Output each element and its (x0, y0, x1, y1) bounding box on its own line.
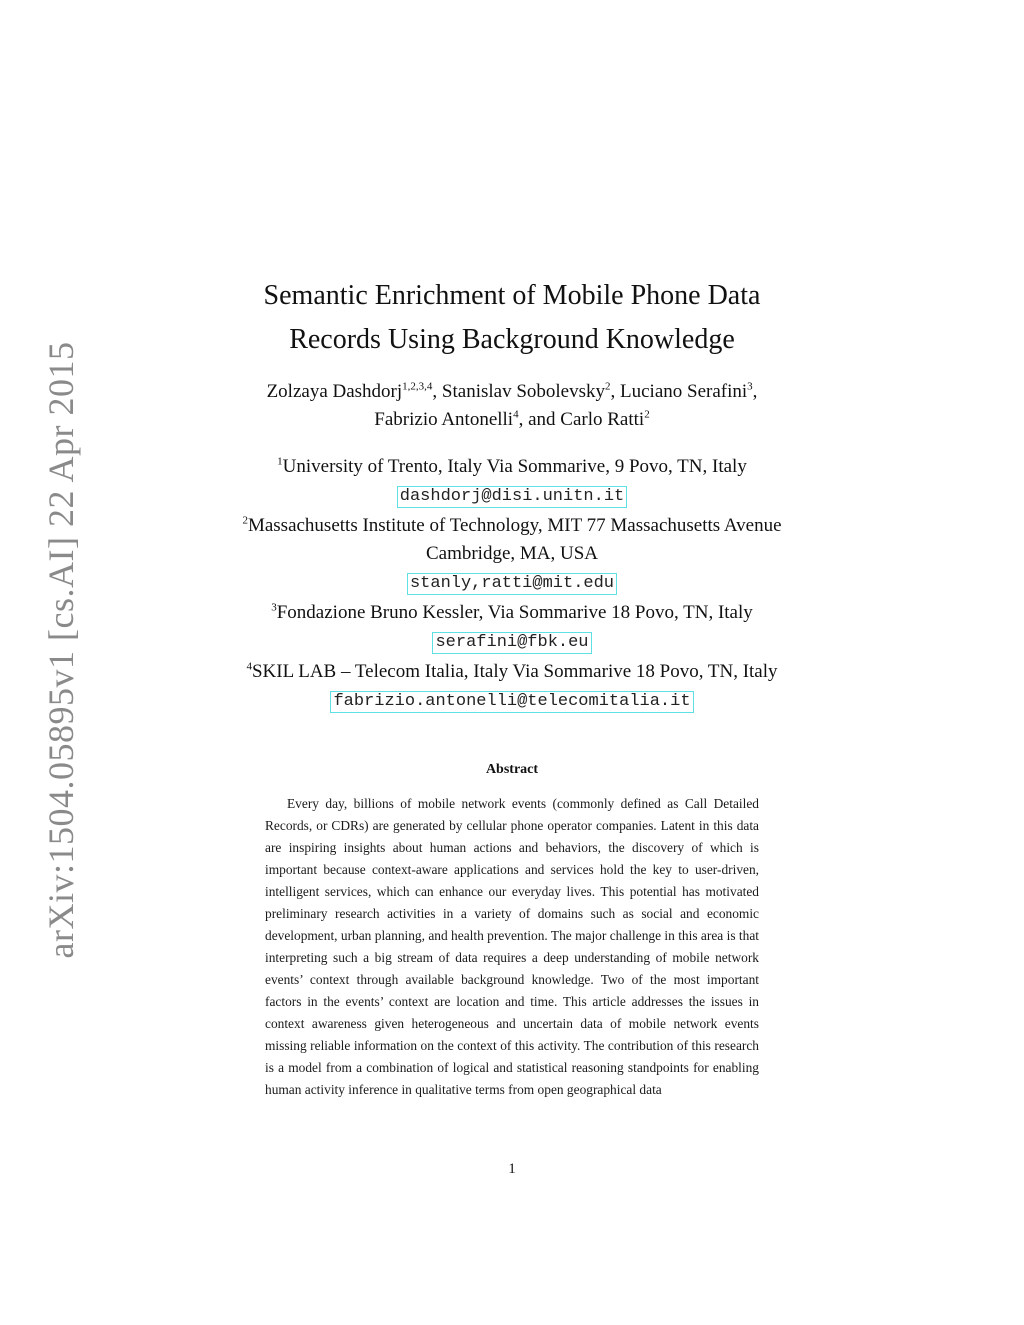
author-serafini-affil: 3 (747, 380, 753, 393)
affiliation-4-marker: 4 (246, 660, 252, 673)
affiliation-1 (130, 453, 894, 512)
author-list (150, 378, 874, 434)
author-dashdorj: Zolzaya Dashdorj (266, 381, 403, 402)
affiliation-4 (130, 658, 894, 717)
author-line-2 (150, 406, 874, 434)
abstract-body: Every day, billions of mobile network events (commonly defined as Call Detailed Records, or CDRs) are generated by cellular phone operator companies. Latent in this data are inspiring insights about human actions and behaviors, the discovery of which is important because context-aware applications and services hold the key to user-driven, intelligent services, which can enhance our everyday lives. This potential has motivated preliminary research activities in a variety of domains such as social and economic development, urban planning, and health prevention. The major challenge in this area is that interpreting such a big stream of data requires a deep understanding of mobile network events’ context through available background knowledge. Two of the most important factors in the events’ context are location and time. This article addresses the issues in context awareness given heterogeneous and uncertain data of mobile network events missing reliable information on the context of this activity. The contribution of this research is a model from a combination of logical and statistical reasoning standpoints for enabling human activity inference in qualitative terms from open geographical data (265, 796, 759, 1097)
author-line-1 (150, 378, 874, 406)
affiliation-2-text-line-2: Cambridge, MA, USA (425, 543, 599, 564)
affiliation-4-text: SKIL LAB – Telecom Italia, Italy Via Sommarive 18 Povo, TN, Italy (251, 661, 778, 682)
email-link-mit[interactable]: stanly,ratti@mit.edu (407, 573, 617, 595)
author-ratti-affil: 2 (644, 408, 650, 421)
affiliation-3-text: Fondazione Bruno Kessler, Via Sommarive 18 Povo, TN, Italy (276, 602, 753, 623)
affiliation-1-text: University of Trento, Italy Via Sommarive, 9 Povo, TN, Italy (282, 456, 747, 477)
title-line-1: Semantic Enrichment of Mobile Phone Data (263, 280, 761, 311)
author-antonelli-affil: 4 (513, 408, 519, 421)
email-link-serafini[interactable]: serafini@fbk.eu (432, 632, 591, 654)
page-number: 1 (508, 1161, 516, 1177)
affiliations (130, 453, 894, 717)
email-link-antonelli[interactable]: fabrizio.antonelli@telecomitalia.it (330, 691, 693, 713)
author-sobolevsky: , Stanislav Sobolevsky (432, 381, 606, 402)
abstract-heading: Abstract (485, 762, 539, 777)
author-antonelli: Fabrizio Antonelli (374, 409, 514, 430)
affiliation-1-marker: 1 (277, 455, 283, 468)
arxiv-identifier-stamp[interactable]: arXiv:1504.05895v1 [cs.AI] 22 Apr 2015 (41, 341, 81, 959)
email-link-dashdorj[interactable]: dashdorj@disi.unitn.it (397, 486, 627, 508)
author-separator: , (752, 381, 758, 402)
author-sobolevsky-affil: 2 (605, 380, 611, 393)
affiliation-2 (130, 512, 894, 599)
paper-title (150, 274, 874, 362)
affiliation-3 (130, 599, 894, 658)
author-dashdorj-affil: 1,2,3,4 (402, 380, 433, 393)
author-ratti: , and Carlo Ratti (518, 409, 645, 430)
title-line-2: Records Using Background Knowledge (289, 324, 735, 355)
affiliation-2-marker: 2 (242, 514, 248, 527)
author-serafini: , Luciano Serafini (610, 381, 748, 402)
affiliation-2-text: Massachusetts Institute of Technology, MIT 77 Massachusetts Avenue (247, 515, 782, 536)
affiliation-3-marker: 3 (271, 601, 277, 614)
